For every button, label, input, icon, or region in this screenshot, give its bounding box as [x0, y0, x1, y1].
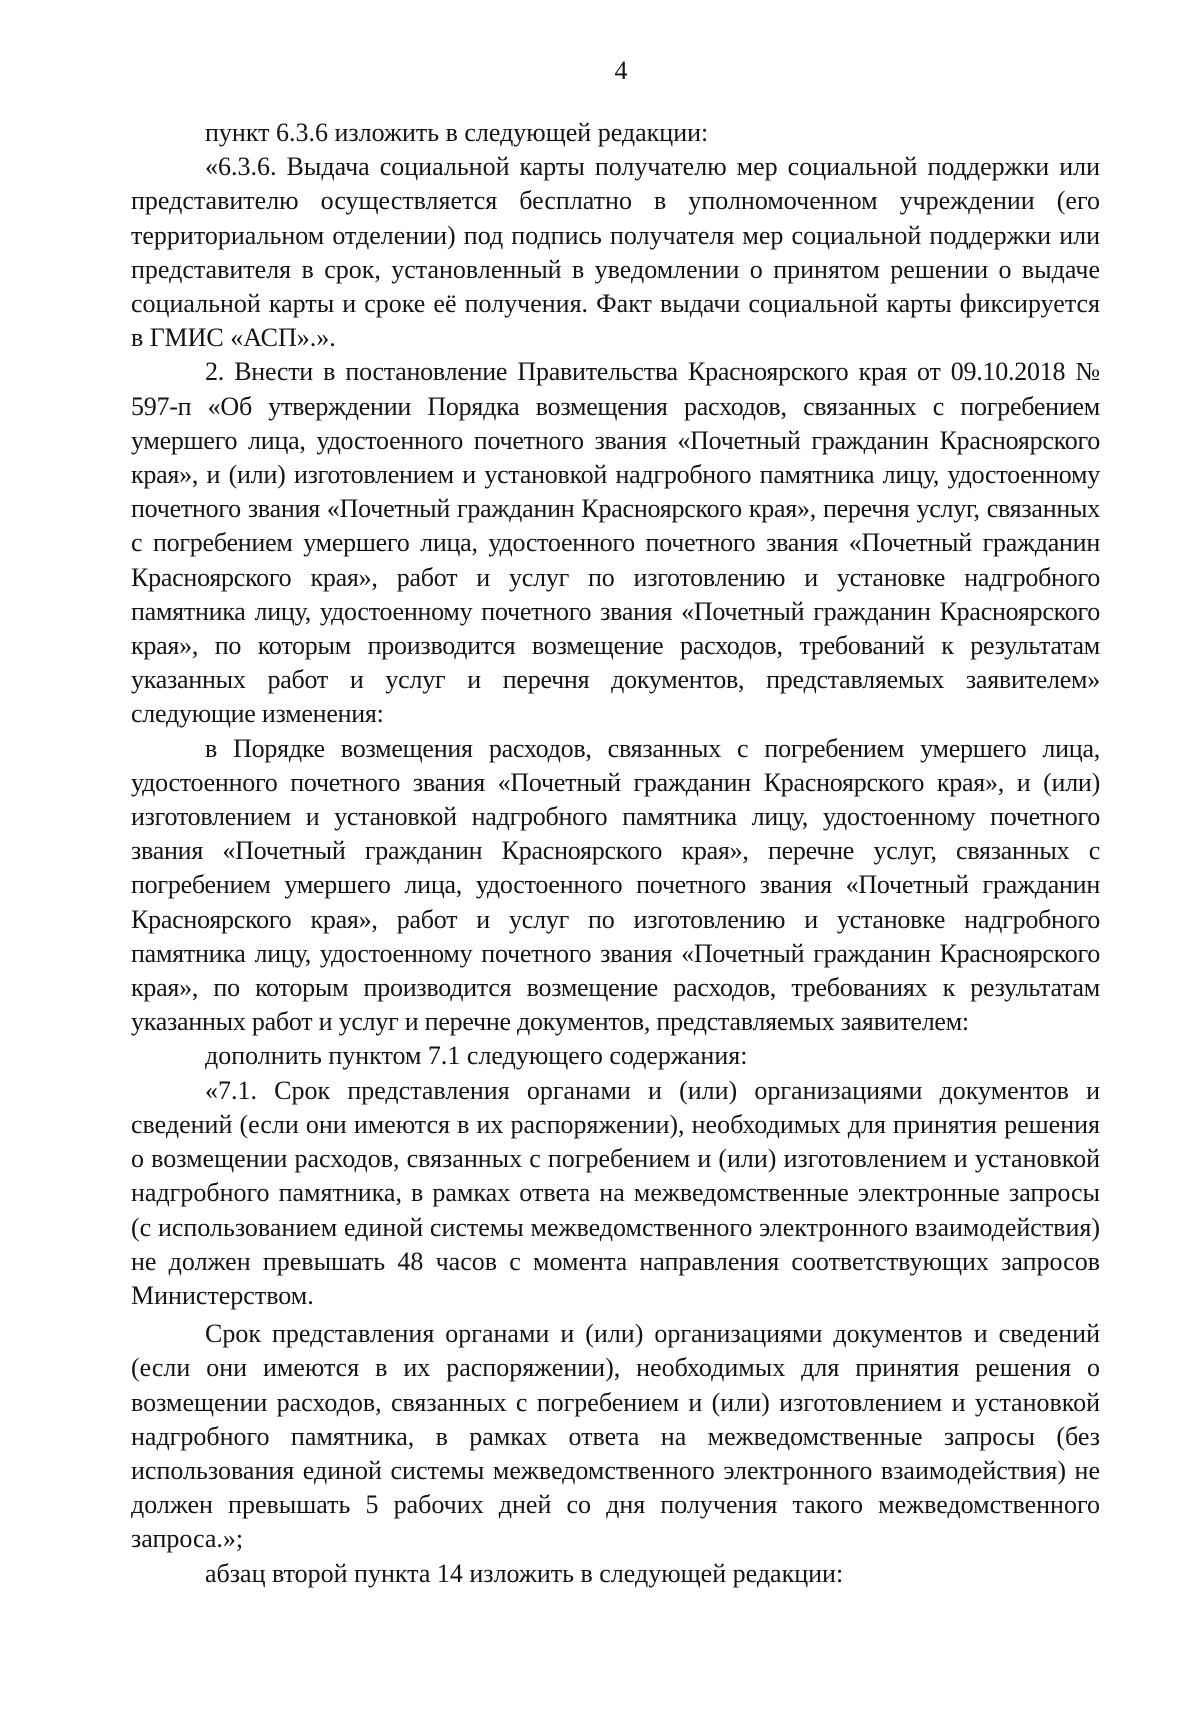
paragraph-section-2: 2. Внести в постановление Правительства Красноярского края от 09.10.2018 № 597-п «Об утверждении Порядка возмещения расходов, связанных с погребением умершего лица, удостоенного почетного звания «Почетный гражданин Красноярского края», и (или) изготовлением и установкой надгробного памятника лицу, удостоенному почетного звания «Почетный гражданин Красноярского края», перечня услуг, связанных с погребением умершего лица, удостоенного почетного звания «Почетный гражданин Красноярского края», работ и услуг по изготовлению и установке надгробного памятника лицу, удостоенному почетного звания «Почетный гражданин Красноярского края», по которым производится возмещение расходов, требований к результатам указанных работ и услуг и перечня документов, представляемых заявителем» следующие изменения:	[131, 357, 1100, 729]
page-number: 4	[614, 56, 628, 85]
paragraph-order-changes: в Порядке возмещения расходов, связанных с погребением умершего лица, удостоенного почетного звания «Почетный гражданин Красноярского края», и (или) изготовлением и установкой надгробного памятника лицу, удостоенному почетного звания «Почетный гражданин Красноярского края», перечне услуг, связанных с погребением умершего лица, удостоенного почетного звания «Почетный гражданин Красноярского края», работ и услуг по изготовлению и установке надгробного памятника лицу, удостоенному почетного звания «Почетный гражданин Красноярского края», по которым производится возмещение расходов, требованиях к результатам указанных работ и услуг и перечне документов, представляемых заявителем:	[131, 733, 1100, 1037]
paragraph-item-6-3-6-intro: пункт 6.3.6 изложить в следующей редакции:	[205, 118, 709, 147]
paragraph-item-14: абзац второй пункта 14 изложить в следующей редакции:	[205, 1558, 844, 1588]
paragraph-item-7-1-text: «7.1. Срок представления органами и (или) организациями документов и сведений (если они имеются в их распоряжении), необходимых для принятия решения о возмещении расходов, связанных с погребением и (или) изготовлением и установкой надгробного памятника, в рамках ответа на межведомственные электронные запросы (с использованием единой системы межведомственного электронного взаимодействия) не должен превышать 48 часов с момента направления соответствующих запросов Министерством.	[131, 1075, 1100, 1310]
document-body	[131, 116, 1100, 1591]
paragraph-add-item-7-1: дополнить пунктом 7.1 следующего содержания:	[205, 1041, 748, 1071]
paragraph-item-7-1-second: Срок представления органами и (или) организациями документов и сведений (если они имеются в их распоряжении), необходимых для принятия решения о возмещении расходов, связанных с погребением и (или) изготовлением и установкой надгробного памятника, в рамках ответа на межведомственные запросы (без использования единой системы межведомственного электронного взаимодействия) не должен превышать 5 рабочих дней со дня получения такого межведомственного запроса.»;	[131, 1319, 1100, 1554]
paragraph-item-6-3-6-text: «6.3.6. Выдача социальной карты получателю мер социальной поддержки или представителю осуществляется бесплатно в уполномоченном учреждении (его территориальном отделении) под подпись получателя мер социальной поддержки или представителя в срок, установленный в уведомлении о принятом решении о выдаче социальной карты и сроке её получения. Факт выдачи социальной карты фиксируется в ГМИС «АСП».».	[131, 152, 1100, 353]
